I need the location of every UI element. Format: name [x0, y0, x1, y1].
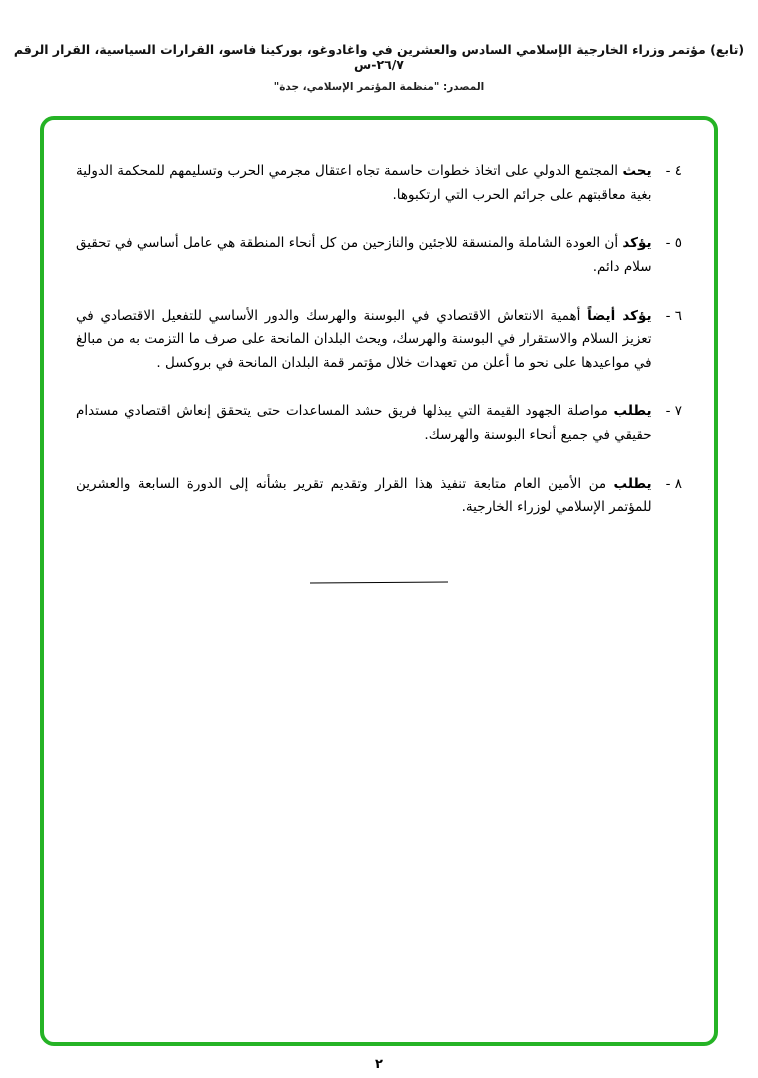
item-number: ٦ -	[665, 307, 682, 324]
item-lead-word: يطلب	[613, 403, 652, 420]
item-lead-word: يؤكد	[622, 235, 652, 252]
item-text	[76, 160, 652, 207]
resolution-item	[76, 305, 682, 376]
item-body-text: مواصلة الجهود القيمة التي يبذلها فريق حشد المساعدات حتى يتحقق إنعاش اقتصادي مستدام حقيقي في جميع أنحاء البوسنة والهرسك.	[76, 403, 652, 443]
item-lead-word: يؤكد أيضاً	[587, 307, 652, 324]
item-text	[76, 400, 652, 447]
item-body-text: من الأمين العام متابعة تنفيذ هذا القرار وتقديم تقرير بشأنه إلى الدورة السابعة والعشرين للمؤتمر الإسلامي لوزراء الخارجية.	[76, 475, 652, 516]
page-header	[0, 0, 758, 93]
resolution-item	[76, 232, 682, 279]
item-text	[76, 305, 652, 376]
item-body-text: المجتمع الدولي على اتخاذ خطوات حاسمة تجاه اعتقال مجرمي الحرب وتسليمهم للمحكمة الدولية بغية معاقبتهم على جرائم الحرب التي ارتكبوها.	[76, 163, 652, 203]
item-number: ٧ -	[665, 403, 682, 420]
resolution-item	[76, 473, 682, 520]
item-number: ٤ -	[665, 163, 682, 179]
resolution-item	[76, 400, 682, 447]
section-end-divider	[310, 581, 448, 583]
item-text	[76, 473, 652, 520]
item-lead-word: يطلب	[613, 475, 652, 492]
item-body-text: أهمية الانتعاش الاقتصادي في البوسنة والهرسك والدور الأساسي للتفعيل الاقتصادي في تعزيز السلام والاستقرار في البوسنة والهرسك، ويحث البلدان المانحة على صرف ما التزمت به من مبالغ في مواعيدها على نحو ما أعلن من تعهدات خلال مؤتمر قمة البلدان المانحة في بروكسل .	[76, 307, 652, 371]
item-text	[76, 232, 652, 279]
item-lead-word: يحث	[622, 163, 652, 179]
item-number: ٥ -	[665, 235, 682, 252]
resolution-item	[76, 160, 682, 207]
page-number: ٢	[375, 1057, 383, 1072]
header-source: المصدر: "منظمة المؤتمر الإسلامي، جدة"	[273, 81, 485, 93]
item-body-text: أن العودة الشاملة والمنسقة للاجئين والنازحين من كل أنحاء المنطقة هي عامل أساسي في تحقيق سلام دائم.	[76, 235, 652, 275]
header-citation: (تابع) مؤتمر وزراء الخارجية الإسلامي السادس والعشرين في واغادوغو، بوركينا فاسو، القرارات السياسية، القرار الرقم ٢٦/٧-س	[13, 42, 745, 72]
resolution-items	[76, 160, 682, 520]
item-number: ٨ -	[665, 475, 682, 492]
content-border-box	[40, 116, 718, 1046]
